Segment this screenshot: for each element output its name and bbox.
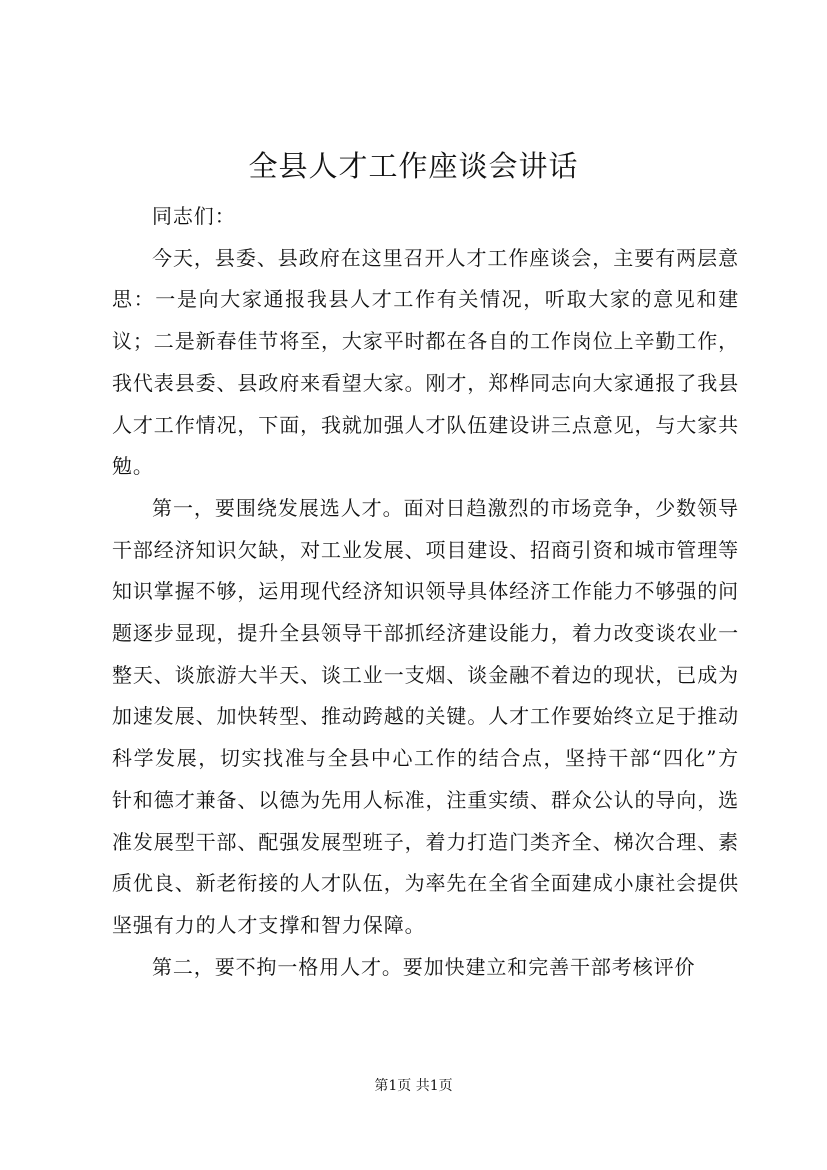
document-body	[112, 196, 739, 988]
paragraph-1: 今天，县委、县政府在这里召开人才工作座谈会，主要有两层意思：一是向大家通报我县人才工作有关情况，听取大家的意见和建议；二是新春佳节将至，大家平时都在各自的工作岗位上辛勤工作，我代表县委、县政府来看望大家。刚才，郑桦同志向大家通报了我县人才工作情况，下面，我就加强人才队伍建设讲三点意见，与大家共勉。	[112, 245, 739, 479]
paragraph-2: 第一，要围绕发展选人才。面对日趋激烈的市场竞争，少数领导干部经济知识欠缺，对工业发展、项目建设、招商引资和城市管理等知识掌握不够，运用现代经济知识领导具体经济工作能力不够强的问题逐步显现，提升全县领导干部抓经济建设能力，着力改变谈农业一整天、谈旅游大半天、谈工业一支烟、谈金融不着边的现状，已成为加速发展、加快转型、推动跨越的关键。人才工作要始终立足于推动科学发展，切实找准与全县中心工作的结合点，坚持干部“四化”方针和德才兼备、以德为先用人标准，注重实绩、群众公认的导向，选准发展型干部、配强发展型班子，着力打造门类齐全、梯次合理、素质优良、新老衔接的人才队伍，为率先在全省全面建成小康社会提供坚强有力的人才支撑和智力保障。	[112, 495, 739, 937]
document-title: 全县人才工作座谈会讲话	[248, 149, 579, 183]
paragraph-3: 第二，要不拘一格用人才。要加快建立和完善干部考核评价	[152, 954, 696, 979]
page-footer: 第1页 共1页	[374, 1078, 453, 1094]
salutation: 同志们：	[152, 204, 236, 228]
